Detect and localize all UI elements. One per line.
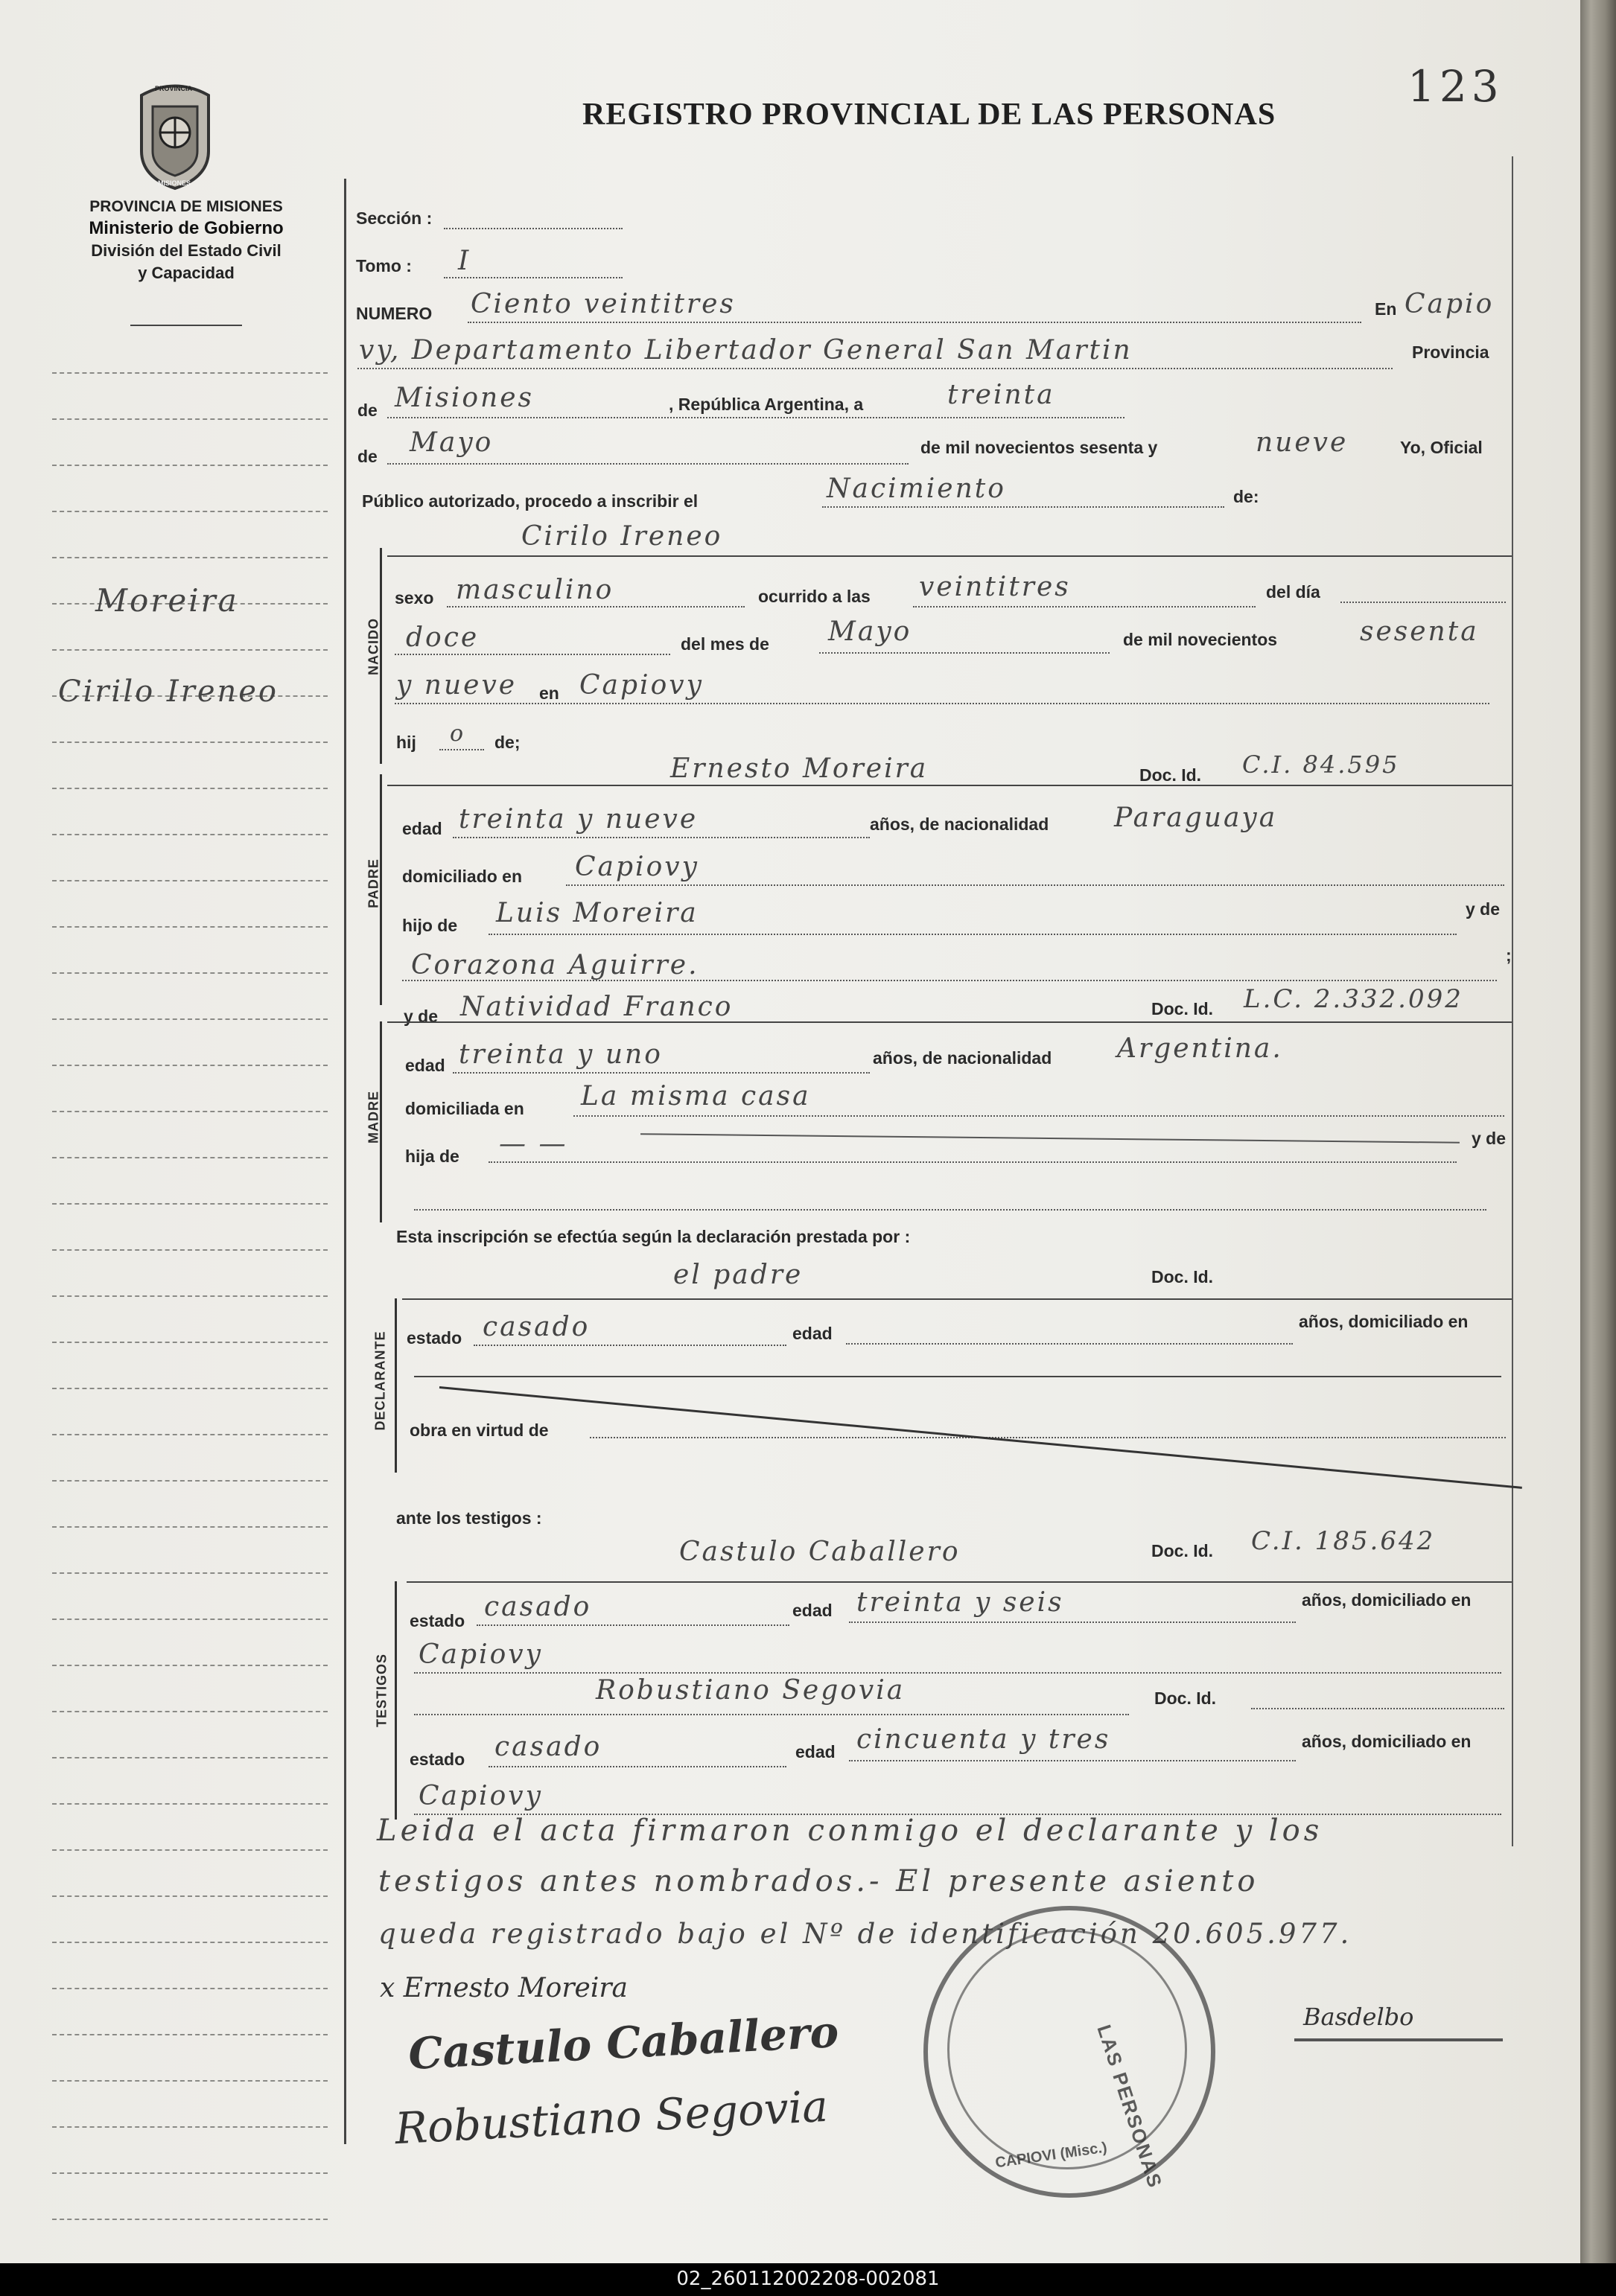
margin-line	[52, 1295, 328, 1297]
stamp-bottom-text: CAPIOVI (Misc.)	[994, 2139, 1108, 2172]
seal-bottom-text: MISIONES	[158, 179, 191, 187]
margin-line	[52, 1711, 328, 1712]
signature-oficial: Basdelbo	[1303, 2003, 1414, 2031]
label-testigo1-domicilio: años, domiciliado en	[1302, 1590, 1472, 1610]
label-testigo2-edad: edad	[795, 1742, 836, 1761]
entry-testigo2-estado: casado	[494, 1732, 602, 1762]
madre-hija-de-line	[489, 1161, 1457, 1163]
signature-declarante: x Ernesto Moreira	[380, 1973, 629, 2003]
label-madre-edad: edad	[405, 1056, 445, 1075]
margin-line	[52, 1572, 328, 1574]
label-declarante-domicilio: años, domiciliado en	[1299, 1312, 1469, 1331]
side-label-nacido: NACIDO	[366, 618, 381, 675]
margin-line	[52, 1895, 328, 1897]
testigo1-domicilio-line	[414, 1672, 1501, 1674]
declarante-edad-line	[846, 1343, 1293, 1345]
testigo2-nombre-line	[414, 1714, 1129, 1715]
label-yo-oficial: Yo, Oficial	[1400, 438, 1483, 457]
margin-line	[52, 1480, 328, 1482]
margin-line	[52, 1111, 328, 1112]
closing-line-1: Leida el acta firmaron conmigo el declarante y los	[377, 1814, 1323, 1848]
margin-line	[52, 1757, 328, 1758]
padre-domicilio-line	[566, 884, 1504, 886]
entry-mes: Mayo	[410, 427, 494, 458]
entry-anio: nueve	[1256, 427, 1349, 458]
entry-madre-edad: treinta y uno	[459, 1039, 663, 1070]
label-padre-domicilio: domiciliado en	[402, 867, 523, 886]
madre-nombre-line	[387, 1021, 1512, 1023]
margin-line	[52, 1988, 328, 1989]
entry-hora: veintitres	[919, 572, 1071, 602]
label-obra: obra en virtud de	[410, 1420, 549, 1440]
entry-sexo: masculino	[456, 575, 614, 605]
margin-line	[52, 1665, 328, 1666]
margin-line	[52, 1249, 328, 1251]
label-madre-hija-de: hija de	[405, 1147, 459, 1166]
margin-line	[52, 1849, 328, 1851]
hij-line	[439, 749, 484, 750]
label-tomo: Tomo :	[356, 256, 412, 275]
label-declarante-doc: Doc. Id.	[1151, 1267, 1214, 1286]
acto-line	[822, 506, 1224, 508]
label-de-semicolon: de;	[494, 733, 521, 752]
label-testigo2-doc: Doc. Id.	[1154, 1688, 1217, 1708]
entry-acto: Nacimiento	[827, 473, 1006, 504]
registry-stamp-icon	[923, 1906, 1215, 2198]
margin-line	[52, 2219, 328, 2220]
mes-nac-line	[819, 652, 1110, 654]
margin-line	[52, 1018, 328, 1020]
entry-padre-domicilio: Capiovy	[575, 852, 699, 882]
testigo1-edad-line	[849, 1621, 1296, 1623]
oficial-underline	[1294, 2038, 1503, 2041]
footer-code: 02_260112002208-002081	[676, 2268, 940, 2290]
margin-given-names: Cirilo Ireneo	[58, 675, 279, 709]
label-padre-doc: Doc. Id.	[1139, 765, 1202, 785]
frame-left-border	[344, 179, 346, 2144]
label-padre-hijo-de: hijo de	[402, 916, 458, 935]
provincia-line	[387, 417, 1124, 418]
padre-edad-line	[453, 837, 870, 838]
entry-testigo1-domicilio: Capiovy	[419, 1639, 543, 1670]
label-hij: hij	[396, 733, 416, 752]
mes-line	[387, 463, 909, 465]
label-en: En	[1375, 299, 1397, 319]
margin-line	[52, 1434, 328, 1435]
entry-declarante: el padre	[673, 1260, 804, 1290]
testigo2-doc-line	[1251, 1708, 1504, 1709]
entry-padre-nombre: Ernesto Moreira	[670, 753, 929, 784]
seccion-line	[444, 228, 623, 229]
page-number: 123	[1407, 61, 1504, 112]
entry-padre-hijo-de: Luis Moreira	[496, 898, 699, 928]
label-madre-doc: Doc. Id.	[1151, 999, 1214, 1018]
entry-testigo1-nombre: Castulo Caballero	[679, 1537, 961, 1567]
office-line-3: División del Estado Civil	[91, 241, 281, 260]
margin-line	[52, 834, 328, 835]
label-testigo2-domicilio: años, domiciliado en	[1302, 1732, 1472, 1751]
label-declarante-estado: estado	[407, 1328, 462, 1348]
margin-line	[52, 742, 328, 743]
entry-testigo2-edad: cincuenta y tres	[856, 1724, 1111, 1755]
declaracion-text: Esta inscripción se efectúa según la declaración prestada por :	[396, 1227, 911, 1246]
entry-madre-nac: Argentina.	[1117, 1033, 1283, 1064]
entry-tomo: I	[458, 246, 471, 276]
label-padre-y-de: y de	[1466, 899, 1501, 919]
entry-padre-edad: treinta y nueve	[459, 804, 699, 835]
margin-line	[52, 1203, 328, 1205]
closing-line-3: queda registrado bajo el Nº de identificación 20.605.977.	[378, 1918, 1352, 1950]
label-madre-y-de: y de	[404, 1007, 439, 1026]
margin-line	[52, 465, 328, 466]
testigo1-estado-line	[477, 1624, 789, 1626]
label-seccion: Sección :	[356, 208, 433, 228]
numero-line	[468, 322, 1361, 323]
tomo-line	[444, 277, 623, 278]
entry-madre-doc: L.C. 2.332.092	[1244, 984, 1463, 1014]
margin-line	[52, 926, 328, 928]
label-de-mes: de	[357, 447, 378, 466]
entry-mes-nac: Mayo	[828, 616, 912, 647]
entry-hij-suffix: o	[450, 721, 466, 747]
label-madre-y-de: y de	[1472, 1129, 1507, 1148]
margin-line	[52, 1388, 328, 1389]
book-binding	[1580, 0, 1616, 2263]
side-label-padre: PADRE	[366, 858, 381, 908]
entry-madre-domicilio: La misma casa	[581, 1081, 811, 1112]
entry-testigo2-domicilio: Capiovy	[419, 1781, 543, 1811]
label-numero: NUMERO	[356, 304, 433, 323]
entry-dia: treinta	[947, 380, 1055, 410]
office-line-4: y Capacidad	[138, 264, 235, 282]
signature-testigo-2: Robustiano Segovia	[393, 2080, 830, 2155]
lugar-nac-line	[395, 703, 1489, 704]
entry-anio-nac-2: y nueve	[396, 670, 518, 701]
entry-lugar-2: vy, Departamento Libertador General San Martin	[359, 335, 1133, 366]
dia-line-1	[1340, 602, 1506, 603]
nombre-line	[387, 555, 1512, 557]
closing-line-2: testigos antes nombrados.- El presente asiento	[378, 1864, 1259, 1898]
sexo-line	[447, 606, 745, 608]
entry-anio-nac-1: sesenta	[1360, 616, 1479, 647]
entry-padre-nac: Paraguaya	[1114, 803, 1278, 833]
margin-line	[52, 1157, 328, 1158]
label-padre-nac: años, de nacionalidad	[870, 814, 1049, 834]
label-padre-edad: edad	[402, 819, 442, 838]
label-testigo1-doc: Doc. Id.	[1151, 1541, 1214, 1560]
page-title: REGISTRO PROVINCIAL DE LAS PERSONAS	[582, 98, 1276, 132]
label-de: de	[357, 401, 378, 420]
label-sexo: sexo	[395, 588, 434, 608]
stamp-text: LAS PERSONAS	[1092, 2022, 1167, 2192]
entry-nombre: Cirilo Ireneo	[521, 521, 723, 552]
label-ante-testigos: ante los testigos :	[396, 1508, 542, 1528]
margin-line	[52, 2034, 328, 2035]
label-mil-novecientos: de mil novecientos sesenta y	[920, 438, 1158, 457]
entry-madre-hija-de: — —	[499, 1129, 568, 1159]
obra-line	[590, 1437, 1506, 1438]
declarante-nombre-line	[402, 1298, 1512, 1300]
entry-padre-doc: C.I. 84.595	[1242, 750, 1400, 779]
entry-testigo1-estado: casado	[484, 1592, 592, 1622]
margin-line	[52, 2126, 328, 2128]
label-ocurrido: ocurrido a las	[758, 587, 871, 606]
margin-line	[52, 2080, 328, 2082]
madre-abuela-line	[414, 1209, 1486, 1211]
label-republica: , República Argentina, a	[669, 395, 864, 414]
margin-line	[52, 1065, 328, 1066]
testigo2-estado-line	[489, 1766, 786, 1767]
label-testigo2-estado: estado	[410, 1750, 465, 1769]
lugar-line	[357, 368, 1393, 369]
entry-numero: Ciento veintitres	[471, 289, 736, 319]
margin-line	[52, 1942, 328, 1943]
label-declarante-edad: edad	[792, 1324, 833, 1343]
label-madre-nac: años, de nacionalidad	[873, 1048, 1052, 1068]
provincial-seal-icon	[134, 80, 216, 192]
issuing-office	[30, 197, 343, 284]
signature-testigo-1: Castulo Caballero	[407, 2006, 840, 2080]
entry-testigo1-edad: treinta y seis	[856, 1587, 1064, 1618]
margin-surname: Moreira	[95, 582, 239, 619]
label-provincia: Provincia	[1412, 342, 1489, 362]
declarante-dom-line	[414, 1376, 1501, 1377]
entry-lugar-nac: Capiovy	[579, 670, 704, 701]
label-semicolon: ;	[1506, 945, 1512, 965]
madre-domicilio-line	[573, 1115, 1504, 1117]
testigo1-nombre-line	[407, 1581, 1512, 1583]
office-line-2: Ministerio de Gobierno	[89, 218, 284, 238]
margin-line	[52, 972, 328, 974]
office-line-1: PROVINCIA DE MISIONES	[89, 198, 283, 215]
office-divider	[130, 325, 242, 326]
declarante-estado-line	[474, 1345, 786, 1346]
padre-hijo-de-line	[489, 934, 1457, 935]
dia-nac-line	[395, 654, 670, 655]
entry-madre-nombre: Natividad Franco	[460, 992, 734, 1022]
madre-edad-line	[453, 1072, 870, 1074]
hora-line	[913, 606, 1256, 608]
entry-dia-nac: doce	[406, 622, 480, 653]
margin-line	[52, 418, 328, 420]
margin-line	[52, 1619, 328, 1620]
entry-testigo1-doc: C.I. 185.642	[1251, 1526, 1436, 1556]
seal-top-text: PROVINCIA	[155, 85, 193, 92]
side-label-testigos: TESTIGOS	[374, 1654, 389, 1728]
label-madre-domicilio: domiciliada en	[405, 1099, 524, 1118]
label-testigo1-estado: estado	[410, 1611, 465, 1630]
margin-line	[52, 557, 328, 558]
label-del-dia: del día	[1266, 582, 1320, 602]
margin-line	[52, 1526, 328, 1528]
margin-line	[52, 788, 328, 789]
label-de-mil: de mil novecientos	[1123, 630, 1278, 649]
side-label-madre: MADRE	[366, 1091, 381, 1144]
label-publico: Público autorizado, procedo a inscribir el	[362, 491, 699, 511]
entry-lugar-1: Capio	[1405, 289, 1495, 319]
side-label-declarante: DECLARANTE	[372, 1330, 388, 1431]
padre-madre-line	[402, 980, 1497, 981]
label-testigo1-edad: edad	[792, 1601, 833, 1620]
label-del-mes: del mes de	[681, 634, 769, 654]
testigo2-edad-line	[849, 1760, 1296, 1761]
label-de-colon: de:	[1233, 487, 1259, 506]
margin-line	[52, 2172, 328, 2174]
label-en-lugar: en	[539, 683, 559, 703]
margin-line	[52, 1803, 328, 1805]
margin-line	[52, 880, 328, 881]
entry-testigo2-nombre: Robustiano Segovia	[596, 1675, 906, 1706]
entry-padre-madre: Corazona Aguirre.	[411, 950, 699, 980]
margin-line	[52, 649, 328, 651]
padre-nombre-line	[387, 785, 1512, 786]
entry-provincia: Misiones	[395, 383, 535, 413]
scan-footer	[0, 2263, 1616, 2296]
margin-line	[52, 1342, 328, 1343]
margin-line	[52, 372, 328, 374]
margin-line	[52, 511, 328, 512]
entry-declarante-estado: casado	[483, 1312, 591, 1342]
